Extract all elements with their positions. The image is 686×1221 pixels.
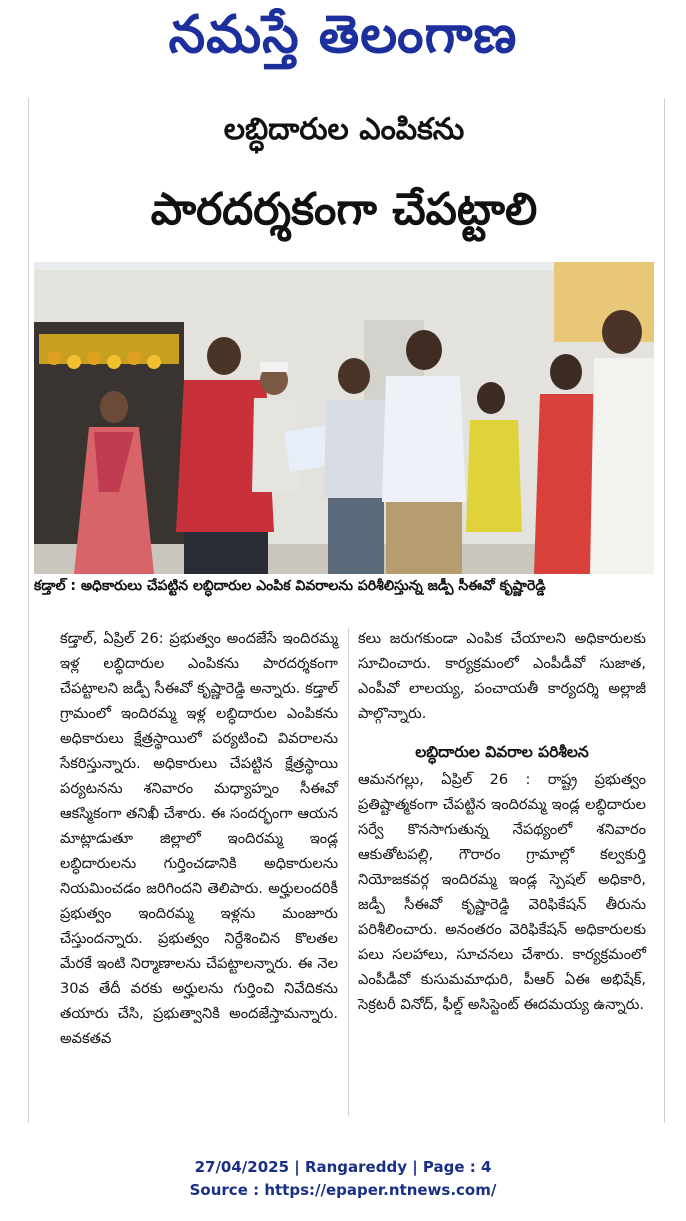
article-column-right [358,626,646,1017]
article-kicker: లబ్ధిదారుల ఎంపికను [223,112,465,147]
masthead-title: నమస్తే తెలంగాణ [168,4,518,65]
news-photo [34,262,654,574]
footer-source-link: Source : https://epaper.ntnews.com/ [189,1181,497,1199]
photo-caption: కడ్తాల్ : అధికారులు చేపట్టిన లబ్ధిదారుల ఎంపిక వివరాలను పరిశీలిస్తున్న జడ్పీ సీఈవో కృష్ణారెడ్డి [34,578,546,594]
footer-date-edition: 27/04/2025 | Rangareddy | Page : 4 [194,1158,492,1176]
article-column-left [60,626,338,1051]
column-divider [348,628,349,1116]
clipping-border-right [664,98,665,1123]
clipping-border-left [28,98,29,1123]
article-body-right-continued: కలు జరుగకుండా ఎంపిక చేయాలని అధికారులకు సూచించారు. కార్యక్రమంలో ఎంపీడీవో సుజాత, ఎంపీవో లాలయ్య, పంచాయతీ కార్యదర్శి అల్లాజీ పాల్గొన్నారు. [358,630,646,722]
article-subhead: లబ్ధిదారుల వివరాల పరిశీలన [415,743,589,761]
newspaper-masthead [0,0,686,82]
article-body-left: కడ్తాల్, ఏప్రిల్ 26: ప్రభుత్వం అందజేసే ఇందిరమ్మ ఇళ్ల లబ్ధిదారుల ఎంపికను పారదర్శకంగా చేపట్టాలని జడ్పీ సీఈవో కృష్ణారెడ్డి అన్నారు. కడ్తాల్ గ్రామంలో ఇందిరమ్మ ఇళ్ల లబ్ధిదారుల ఎంపికను అధికారులు క్షేత్రస్థాయిలో పర్యటించి వివరాలను సేకరిస్తున్నారు. అధికారులు చేపట్టిన క్షేత్రస్థాయి పర్యటనను శనివారం మధ్యాహ్నం సీఈవో ఆకస్మికంగా తనిఖీ చేశారు. ఈ సందర్భంగా ఆయన మాట్లాడుతూ జిల్లాలో ఇందిరమ్మ ఇండ్ల లబ్ధిదారులను గుర్తించడానికి అధికారులను నియమించడం జరిగిందని తెలిపారు. అర్హులందరికీ ప్రభుత్వం ఇందిరమ్మ ఇళ్లను మంజూరు చేస్తుందన్నారు. ప్రభుత్వం నిర్దేశించిన కొలతల మేరకే ఇంటి నిర్మాణాలను చేపట్టాలన్నారు. ఈ నెల 30వ తేదీ వరకు అర్హులను గుర్తించి నివేదికను తయారు చేసి, ప్రభుత్వానికి అందజేస్తామన్నారు. అవకతవ [60,630,338,1047]
article-body-right-second-story: ఆమనగల్లు, ఏప్రిల్ 26 : రాష్ట్ర ప్రభుత్వం ప్రతిష్టాత్మకంగా చేపట్టిన ఇందిరమ్మ ఇండ్ల లబ్ధిదారుల సర్వే కొనసాగుతున్న నేపథ్యంలో శనివారం ఆకుతోటపల్లి, గౌరారం గ్రామాల్లో కల్వకుర్తి నియోజకవర్గ ఇందిరమ్మ ఇండ్ల స్పెషల్ అధికారి, జడ్పీ సీఈవో కృష్ణారెడ్డి వెరిఫికేషన్ తీరును పరిశీలించారు. అనంతరం వెరిఫికేషన్ అధికారులకు పలు సలహాలు, సూచనలు చేశారు. కార్యక్రమంలో ఎంపీడీవో కుసుమమాధురి, పీఆర్ ఏఈ అభిషేక్, సెక్రటరీ వినోద్, ఫీల్డ్ అసిస్టెంట్ ఈదమయ్య ఉన్నారు. [358,771,646,1013]
article-headline: పారదర్శకంగా చేపట్టాలి [150,184,538,235]
